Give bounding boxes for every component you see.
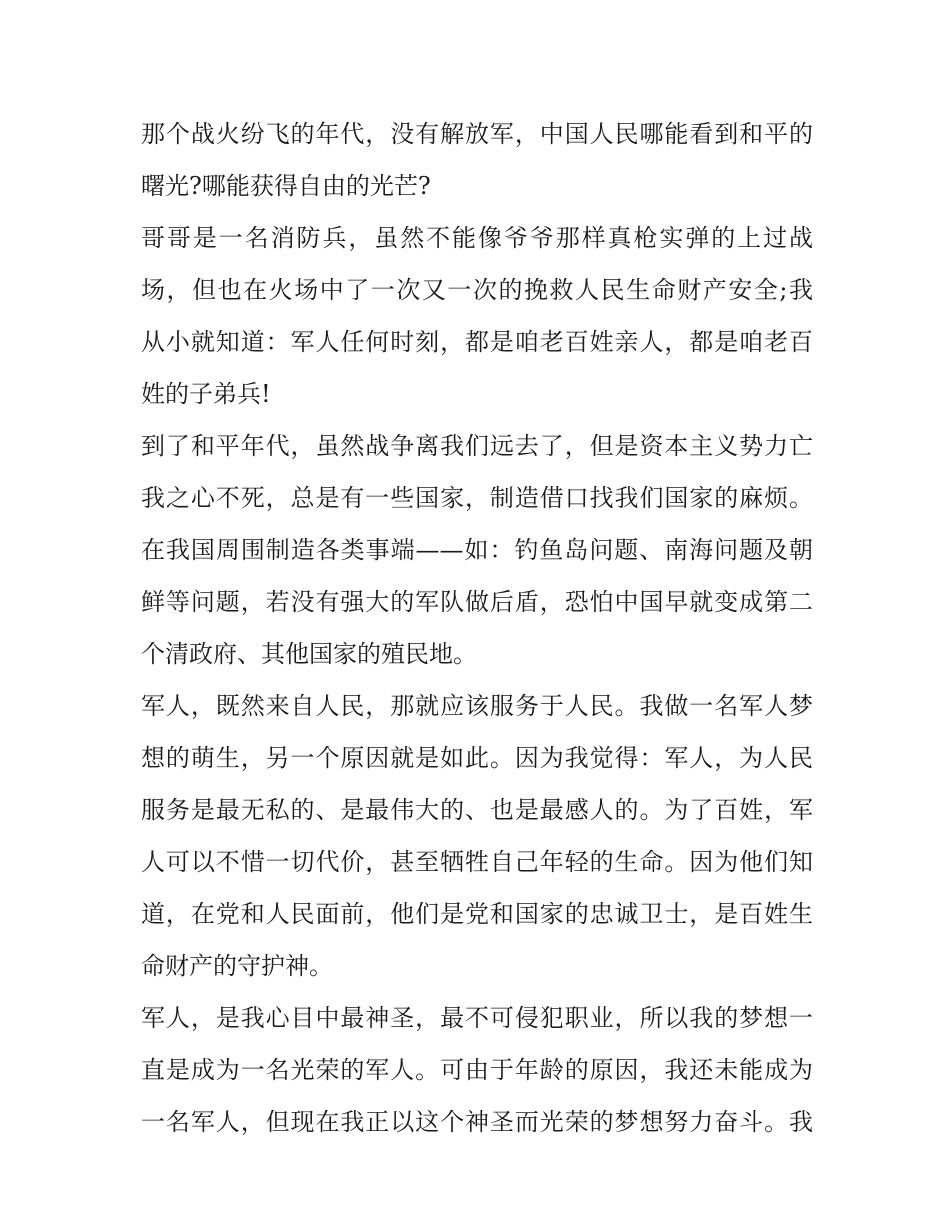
text-line: 姓的子弟兵! — [141, 380, 271, 408]
text-line: 命财产的守护神。 — [141, 952, 333, 980]
text-line: 服务是最无私的、是最伟大的、也是最感人的。为了百姓，军 — [141, 796, 813, 824]
text-line: 场，但也在火场中了一次又一次的挽救人民生命财产安全;我 — [141, 276, 813, 304]
text-line: 那个战火纷飞的年代，没有解放军，中国人民哪能看到和平的 — [141, 120, 813, 148]
text-line: 在我国周围制造各类事端——如：钓鱼岛问题、南海问题及朝 — [141, 536, 813, 564]
text-line: 鲜等问题，若没有强大的军队做后盾，恐怕中国早就变成第二 — [141, 588, 813, 616]
text-line: 我之心不死，总是有一些国家，制造借口找我们国家的麻烦。 — [141, 484, 813, 512]
text-line: 人可以不惜一切代价，甚至牺牲自己年轻的生命。因为他们知 — [141, 848, 813, 876]
text-line: 个清政府、其他国家的殖民地。 — [141, 640, 477, 668]
text-line: 曙光?哪能获得自由的光芒? — [141, 172, 431, 200]
essay-body — [141, 108, 813, 1148]
text-line: 直是成为一名光荣的军人。可由于年龄的原因，我还未能成为 — [141, 1056, 813, 1084]
text-line: 想的萌生，另一个原因就是如此。因为我觉得：军人，为人民 — [141, 744, 813, 772]
text-line: 道，在党和人民面前，他们是党和国家的忠诚卫士，是百姓生 — [141, 900, 813, 928]
text-line: 哥哥是一名消防兵，虽然不能像爷爷那样真枪实弹的上过战 — [141, 224, 813, 252]
text-line: 军人，既然来自人民，那就应该服务于人民。我做一名军人梦 — [141, 692, 813, 720]
text-line: 从小就知道：军人任何时刻，都是咱老百姓亲人，都是咱老百 — [141, 328, 813, 356]
text-line: 一名军人，但现在我正以这个神圣而光荣的梦想努力奋斗。我 — [141, 1108, 813, 1136]
text-line: 军人，是我心目中最神圣，最不可侵犯职业，所以我的梦想一 — [141, 1004, 813, 1032]
text-line: 到了和平年代，虽然战争离我们远去了，但是资本主义势力亡 — [141, 432, 813, 460]
